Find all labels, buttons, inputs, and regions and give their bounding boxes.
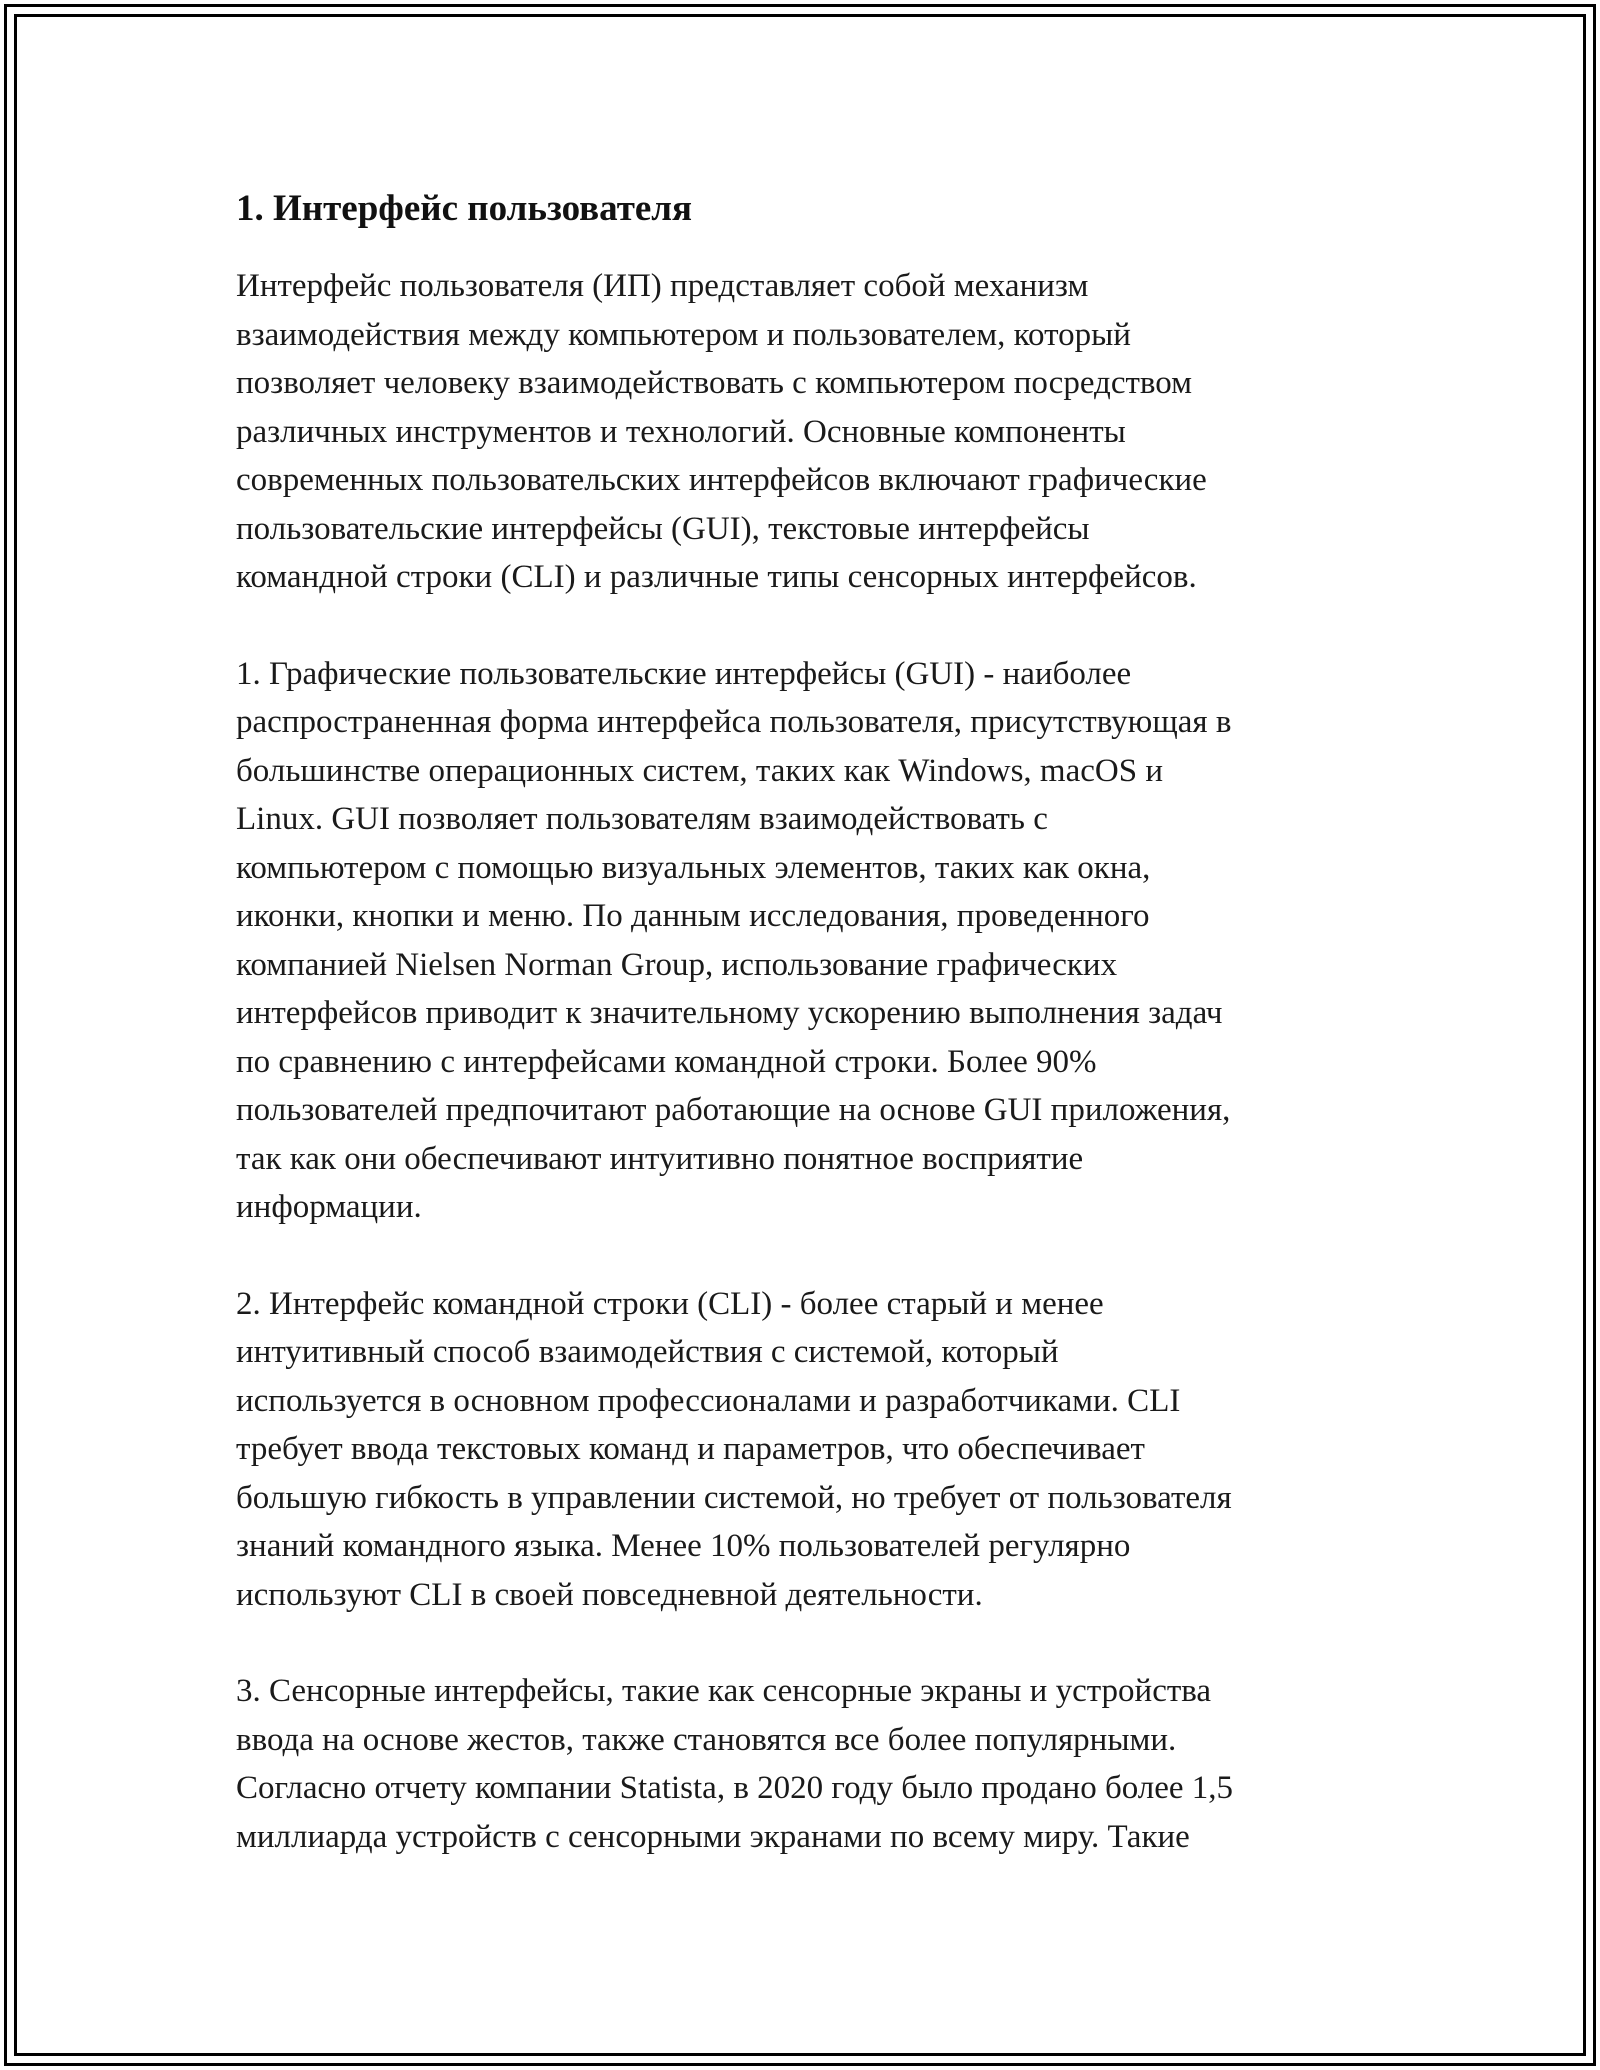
intro-paragraph: Интерфейс пользователя (ИП) представляет собой механизм взаимодействия между компьютером и пользователем, который позволяет человеку взаимодействовать с компьютером посредством различных инструментов и технологий. Основные компоненты современных пользовательских интерфейсов включают графические пользовательские интерфейсы (GUI), текстовые интерфейсы командной строки (CLI) и различные типы сенсорных интерфейсов. [236, 268, 1207, 595]
gui-paragraph: 1. Графические пользовательские интерфейсы (GUI) - наиболее распространенная форма интерфейса пользователя, присутствующая в большинстве операционных систем, таких как Windows, macOS и Linux. GUI позволяет пользователям взаимодействовать с компьютером с помощью визуальных элементов, таких как окна, иконки, кнопки и меню. По данным исследования, проведенного компанией Nielsen Norman Group, использование графических интерфейсов приводит к значительному ускорению выполнения задач по сравнению с интерфейсами командной строки. Более 90% пользователей предпочитают работающие на основе GUI приложения, так как они обеспечивают интуитивно понятное восприятие информации. [236, 655, 1232, 1225]
cli-paragraph: 2. Интерфейс командной строки (CLI) - более старый и менее интуитивный способ взаимодействия с системой, который используется в основном профессионалами и разработчиками. CLI требует ввода текстовых команд и параметров, что обеспечивает большую гибкость в управлении системой, но требует от пользователя знаний командного языка. Менее 10% пользователей регулярно используют CLI в своей повседневной деятельности. [236, 1285, 1232, 1613]
touch-paragraph: 3. Сенсорные интерфейсы, такие как сенсорные экраны и устройства ввода на основе жестов, также становятся все более популярными. Согласно отчету компании Statista, в 2020 году было продано более 1,5 миллиарда устройств с сенсорными экранами по всему миру. Такие [236, 1673, 1234, 1855]
document-body [236, 186, 1386, 1909]
section-heading: 1. Интерфейс пользователя [236, 188, 693, 229]
